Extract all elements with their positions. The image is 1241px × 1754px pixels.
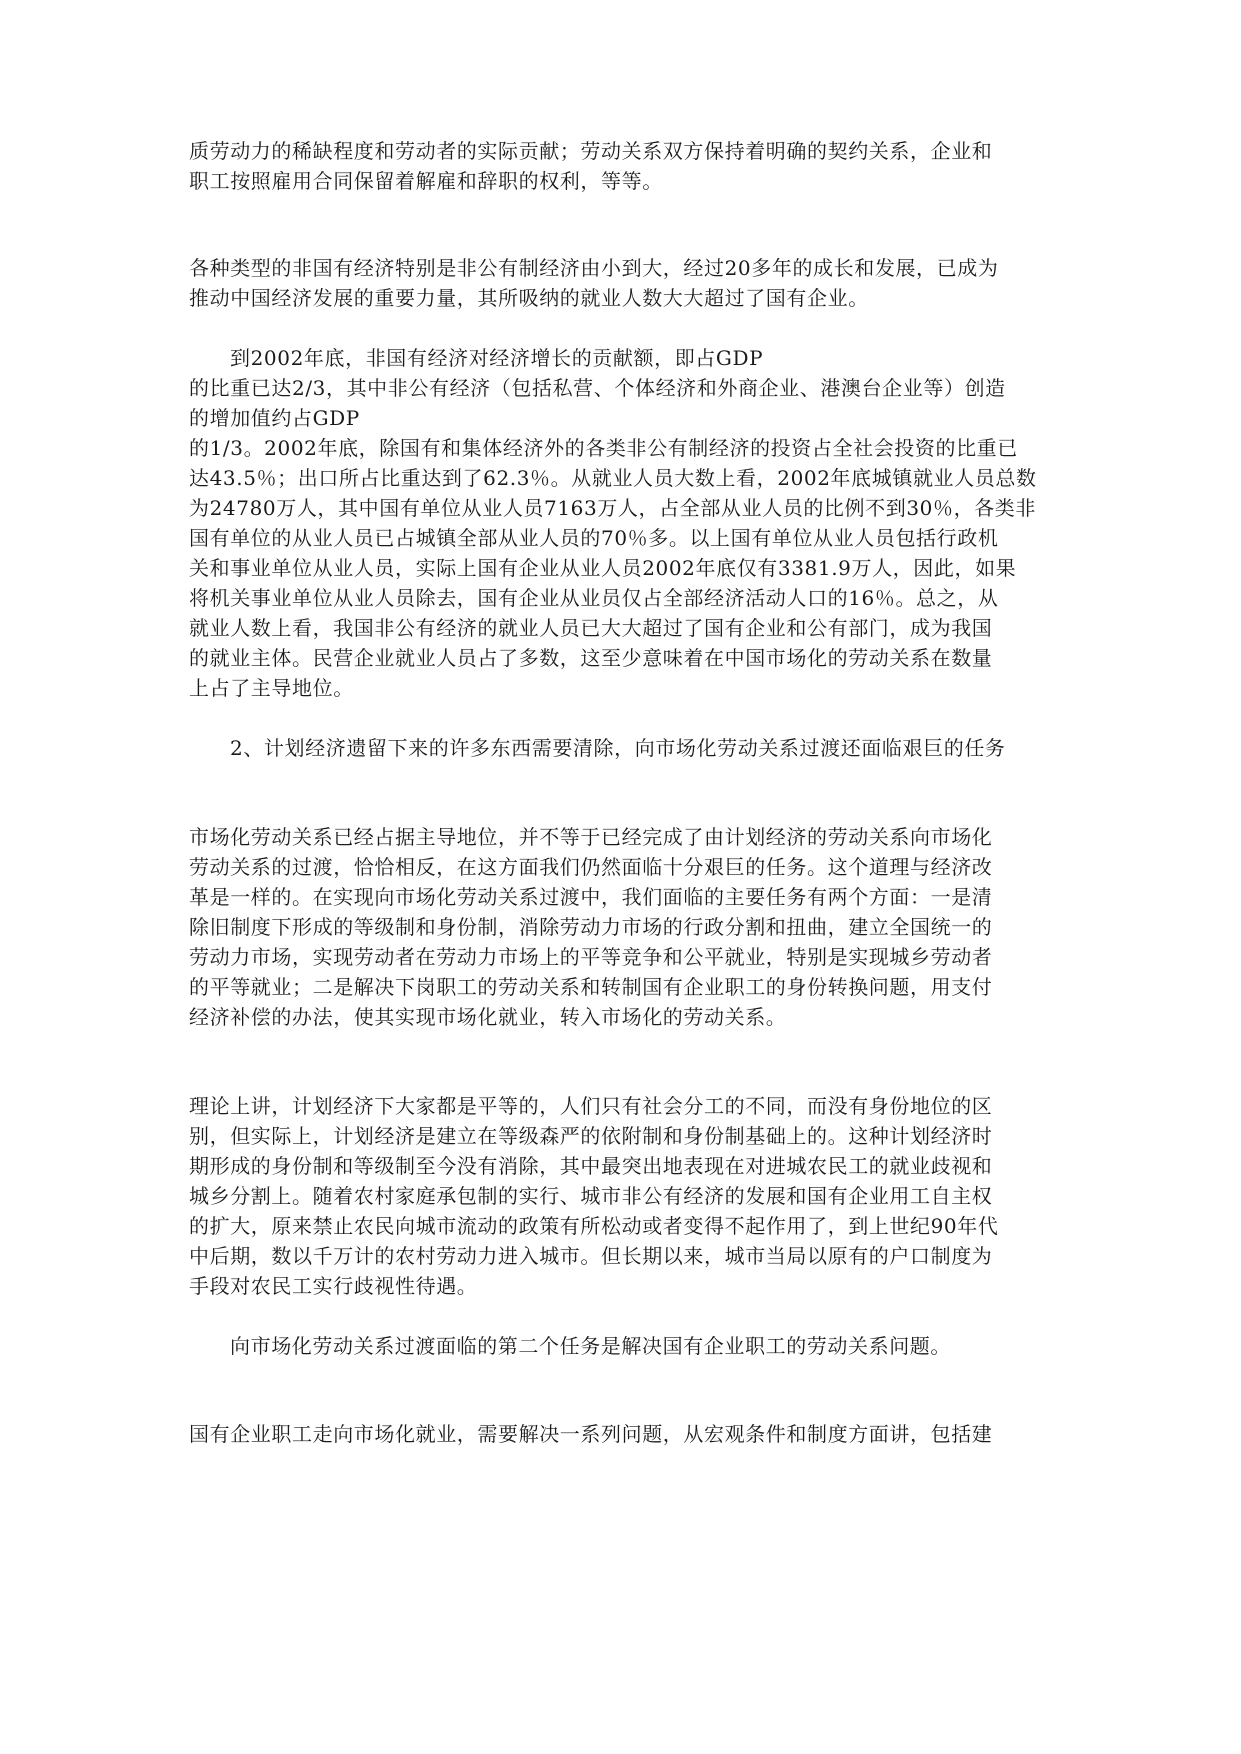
text-line: 的就业主体。民营企业就业人员占了多数，这至少意味着在中国市场化的劳动关系在数量 [189, 646, 993, 670]
text-line: 就业人数上看，我国非公有经济的就业人员已大大超过了国有企业和公有部门，成为我国 [189, 616, 993, 640]
text-line: 革是一样的。在实现向市场化劳动关系过渡中，我们面临的主要任务有两个方面：一是清 [189, 885, 993, 909]
text-line: 别，但实际上，计划经济是建立在等级森严的依附制和身份制基础上的。这种计划经济时 [189, 1124, 993, 1148]
text-line: 劳动关系的过渡，恰恰相反，在这方面我们仍然面临十分艰巨的任务。这个道理与经济改 [189, 855, 993, 879]
text-line: 向市场化劳动关系过渡面临的第二个任务是解决国有企业职工的劳动关系问题。 [230, 1334, 951, 1358]
text-line: 的增加值约占GDP [189, 406, 360, 430]
text-line: 城乡分割上。随着农村家庭承包制的实行、城市非公有经济的发展和国有企业用工自主权 [189, 1184, 993, 1208]
text-line: 理论上讲，计划经济下大家都是平等的，人们只有社会分工的不同，而没有身份地位的区 [189, 1094, 993, 1118]
text-line: 关和事业单位从业人员，实际上国有企业从业人员2002年底仅有3381.9万人，因此，如果 [189, 556, 1017, 580]
text-line: 的1/3。2002年底，除国有和集体经济外的各类非公有制经济的投资占全社会投资的比重已 [189, 436, 1018, 460]
text-line: 达43.5％；出口所占比重达到了62.3％。从就业人员大数上看，2002年底城镇就业人员总数 [189, 466, 1037, 490]
text-line: 到2002年底，非国有经济对经济增长的贡献额，即占GDP [230, 346, 764, 370]
text-line: 推动中国经济发展的重要力量，其所吸纳的就业人数大大超过了国有企业。 [189, 286, 869, 310]
text-line: 上占了主导地位。 [189, 676, 354, 700]
text-line: 手段对农民工实行歧视性待遇。 [189, 1274, 478, 1298]
text-line: 为24780万人，其中国有单位从业人员7163万人，占全部从业人员的比例不到30％，各类非 [189, 496, 1036, 520]
text-line: 国有单位的从业人员已占城镇全部从业人员的70％多。以上国有单位从业人员包括行政机 [189, 526, 999, 550]
text-line: 各种类型的非国有经济特别是非公有制经济由小到大，经过20多年的成长和发展，已成为 [189, 256, 999, 280]
text-line: 的扩大，原来禁止农民向城市流动的政策有所松动或者变得不起作用了，到上世纪90年代 [189, 1214, 999, 1238]
text-line: 市场化劳动关系已经占据主导地位，并不等于已经完成了由计划经济的劳动关系向市场化 [189, 825, 993, 849]
section-heading: 2、计划经济遗留下来的许多东西需要清除，向市场化劳动关系过渡还面临艰巨的任务 [230, 736, 1006, 760]
text-line: 劳动力市场，实现劳动者在劳动力市场上的平等竞争和公平就业，特别是实现城乡劳动者 [189, 945, 993, 969]
text-line: 中后期，数以千万计的农村劳动力进入城市。但长期以来，城市当局以原有的户口制度为 [189, 1244, 993, 1268]
text-line: 质劳动力的稀缺程度和劳动者的实际贡献；劳动关系双方保持着明确的契约关系，企业和 [189, 139, 993, 163]
text-line: 经济补偿的办法，使其实现市场化就业，转入市场化的劳动关系。 [189, 1005, 787, 1029]
text-line: 除旧制度下形成的等级制和身份制，消除劳动力市场的行政分割和扭曲，建立全国统一的 [189, 915, 993, 939]
text-line: 的比重已达2/3，其中非公有经济（包括私营、个体经济和外商企业、港澳台企业等）创造 [189, 376, 1006, 400]
text-line: 期形成的身份制和等级制至今没有消除，其中最突出地表现在对进城农民工的就业歧视和 [189, 1154, 993, 1178]
text-line: 的平等就业；二是解决下岗职工的劳动关系和转制国有企业职工的身份转换问题，用支付 [189, 975, 993, 999]
text-line: 将机关事业单位从业人员除去，国有企业从业员仅占全部经济活动人口的16％。总之，从 [189, 586, 999, 610]
text-line: 国有企业职工走向市场化就业，需要解决一系列问题，从宏观条件和制度方面讲，包括建 [189, 1422, 993, 1446]
text-line: 职工按照雇用合同保留着解雇和辞职的权利，等等。 [189, 169, 663, 193]
